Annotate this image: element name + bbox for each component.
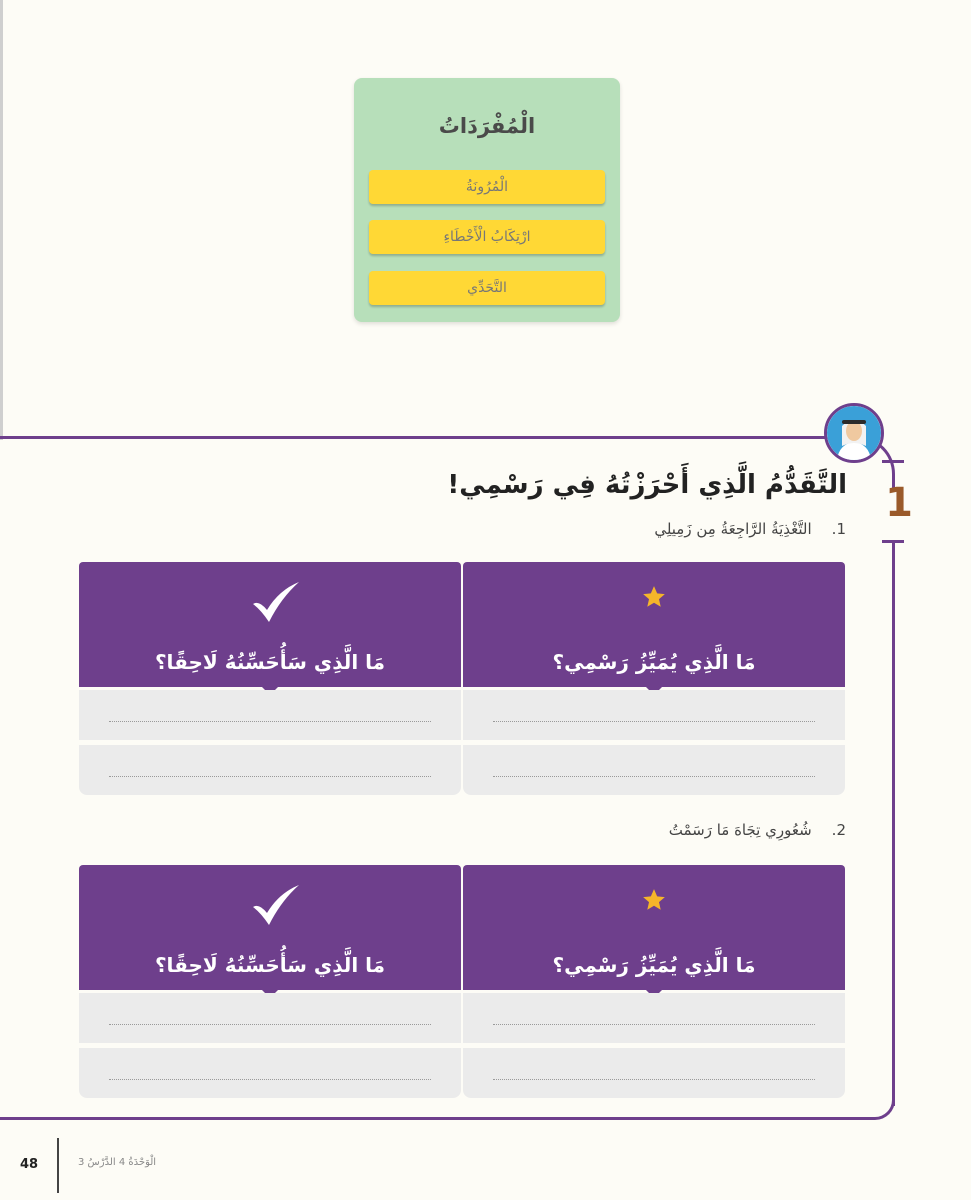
table-row[interactable] bbox=[79, 745, 461, 795]
table-header bbox=[463, 865, 845, 990]
table-header bbox=[79, 562, 461, 687]
footer-unit-lesson: الْوَحْدَةُ 4 الدَّرْسُ 3 bbox=[78, 1157, 157, 1168]
table-header bbox=[79, 865, 461, 990]
table-header bbox=[463, 562, 845, 687]
writing-line bbox=[109, 1079, 431, 1080]
star-icon bbox=[641, 887, 667, 913]
frame-top-line bbox=[0, 436, 828, 439]
writing-line bbox=[109, 776, 431, 777]
section-number: 1 bbox=[885, 480, 913, 526]
table-column-improvements bbox=[79, 562, 461, 798]
star-icon bbox=[641, 584, 667, 610]
item-text: شُعُورِي تِجَاهَ مَا رَسَمْتُ bbox=[668, 821, 812, 839]
checkmark-icon bbox=[249, 580, 303, 624]
table-row[interactable] bbox=[463, 690, 845, 740]
reflection-table bbox=[79, 562, 845, 798]
table-column-strengths bbox=[463, 562, 845, 798]
table-row[interactable] bbox=[79, 1048, 461, 1098]
vocabulary-item: الْمُرُونَةُ bbox=[369, 170, 605, 204]
table-header-text: مَا الَّذِي سَأُحَسِّنُهُ لَاحِقًا؟ bbox=[154, 953, 386, 977]
table-row[interactable] bbox=[79, 690, 461, 740]
item-text: التَّغْذِيَةُ الرَّاجِعَةُ مِن زَمِيلِي bbox=[654, 520, 812, 538]
item-label bbox=[654, 520, 846, 538]
reflection-table bbox=[79, 865, 845, 1101]
writing-line bbox=[493, 776, 815, 777]
vocabulary-box bbox=[354, 78, 620, 322]
frame-tick bbox=[882, 460, 904, 463]
table-row[interactable] bbox=[463, 745, 845, 795]
table-header-text: مَا الَّذِي يُمَيِّزُ رَسْمِي؟ bbox=[552, 650, 756, 674]
writing-line bbox=[493, 721, 815, 722]
table-row[interactable] bbox=[463, 993, 845, 1043]
writing-line bbox=[493, 1024, 815, 1025]
vocabulary-item: التَّحَدِّي bbox=[369, 271, 605, 305]
frame-bottom-line bbox=[0, 1117, 865, 1120]
table-row[interactable] bbox=[463, 1048, 845, 1098]
writing-line bbox=[109, 1024, 431, 1025]
page-left-edge bbox=[0, 0, 3, 440]
item-number: 1. bbox=[831, 520, 846, 538]
writing-line bbox=[493, 1079, 815, 1080]
table-column-strengths bbox=[463, 865, 845, 1101]
footer-divider bbox=[57, 1138, 59, 1193]
checkmark-icon bbox=[249, 883, 303, 927]
table-column-improvements bbox=[79, 865, 461, 1101]
frame-bottom-curve bbox=[860, 1080, 895, 1120]
writing-line bbox=[109, 721, 431, 722]
student-avatar-icon bbox=[824, 403, 884, 463]
table-header-text: مَا الَّذِي يُمَيِّزُ رَسْمِي؟ bbox=[552, 953, 756, 977]
item-number: 2. bbox=[831, 821, 846, 839]
frame-right-line bbox=[892, 540, 895, 1106]
table-header-text: مَا الَّذِي سَأُحَسِّنُهُ لَاحِقًا؟ bbox=[154, 650, 386, 674]
table-row[interactable] bbox=[79, 993, 461, 1043]
vocabulary-item: ارْتِكَابُ الْأَخْطَاءِ bbox=[369, 220, 605, 254]
item-label bbox=[669, 821, 846, 839]
vocabulary-title: الْمُفْرَدَاتُ bbox=[438, 114, 536, 138]
section-heading: التَّقَدُّمُ الَّذِي أَحْرَزْتُهُ فِي رَسْمِي! bbox=[447, 470, 847, 500]
page-number: 48 bbox=[20, 1157, 39, 1172]
